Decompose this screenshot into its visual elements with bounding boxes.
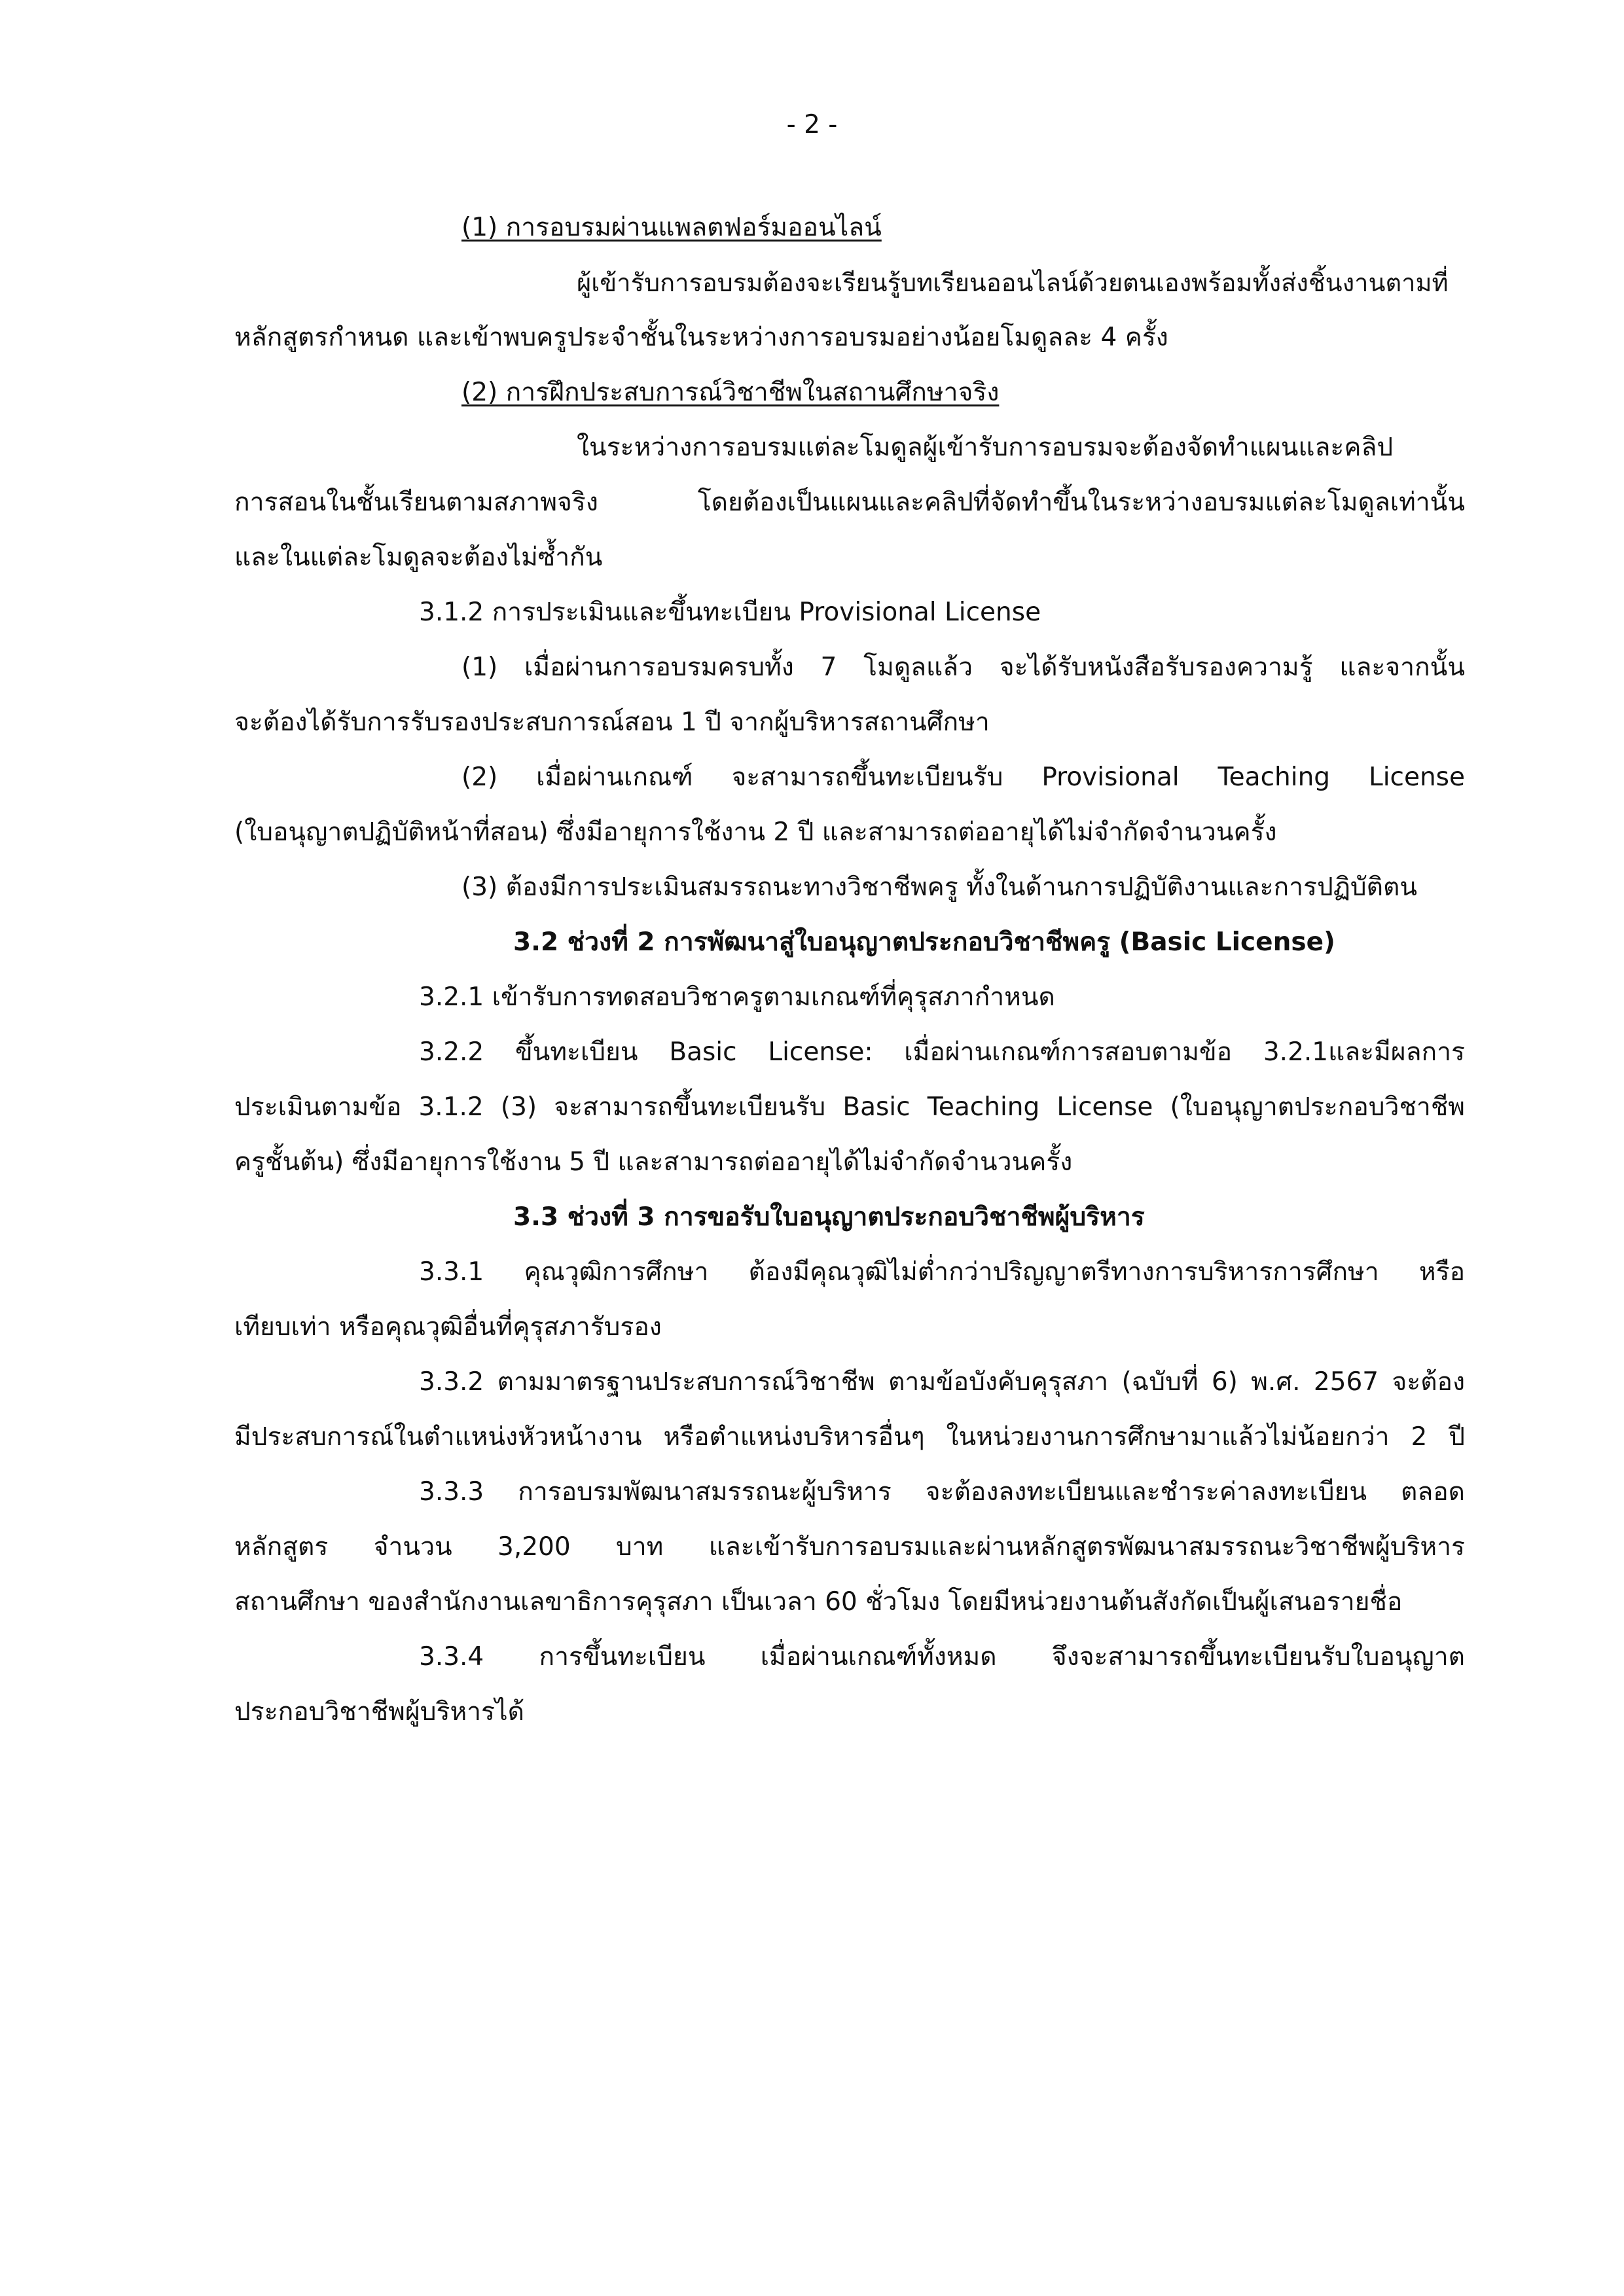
paragraph-line: หลักสูตร จำนวน 3,200 บาท และเข้ารับการอบรมและผ่านหลักสูตรพัฒนาสมรรถนะวิชาชีพผู้บริหาร bbox=[234, 1532, 1465, 1562]
paragraph-line: ในระหว่างการอบรมแต่ละโมดูลผู้เข้ารับการอบรมจะต้องจัดทำแผนและคลิป bbox=[577, 433, 1394, 462]
paragraph-line: ประกอบวิชาชีพผู้บริหารได้ bbox=[234, 1697, 524, 1727]
subsection-3-1-2: 3.1.2 การประเมินและขึ้นทะเบียน Provisional License bbox=[419, 598, 1041, 627]
paragraph-line: (ใบอนุญาตปฏิบัติหน้าที่สอน) ซึ่งมีอายุการใช้งาน 2 ปี และสามารถต่ออายุได้ไม่จำกัดจำนวนครั้ง bbox=[234, 817, 1277, 847]
heading-field-experience: (2) การฝึกประสบการณ์วิชาชีพในสถานศึกษาจริง bbox=[461, 378, 1000, 407]
document-body bbox=[234, 200, 1465, 1740]
page-number: - 2 - bbox=[786, 110, 838, 139]
paragraph-line: (3) ต้องมีการประเมินสมรรถนะทางวิชาชีพครู ทั้งในด้านการปฏิบัติงานและการปฏิบัติตน bbox=[461, 872, 1417, 902]
paragraph-line: หลักสูตรกำหนด และเข้าพบครูประจำชั้นในระหว่างการอบรมอย่างน้อยโมดูลละ 4 ครั้ง bbox=[234, 323, 1168, 352]
paragraph-line: และในแต่ละโมดูลจะต้องไม่ซ้ำกัน bbox=[234, 543, 603, 572]
paragraph-line: ครูชั้นต้น) ซึ่งมีอายุการใช้งาน 5 ปี และสามารถต่ออายุได้ไม่จำกัดจำนวนครั้ง bbox=[234, 1147, 1073, 1177]
subsection-3-3-4: 3.3.4 การขึ้นทะเบียน เมื่อผ่านเกณฑ์ทั้งหมด จึงจะสามารถขึ้นทะเบียนรับใบอนุญาต bbox=[419, 1642, 1465, 1672]
subsection-3-3-2: 3.3.2 ตามมาตรฐานประสบการณ์วิชาชีพ ตามข้อบังคับคุรุสภา (ฉบับที่ 6) พ.ศ. 2567 จะต้อง bbox=[419, 1367, 1465, 1397]
section-heading-3-2: 3.2 ช่วงที่ 2 การพัฒนาสู่ใบอนุญาตประกอบวิชาชีพครู (Basic License) bbox=[513, 927, 1335, 957]
paragraph-line: ผู้เข้ารับการอบรมต้องจะเรียนรู้บทเรียนออนไลน์ด้วยตนเองพร้อมทั้งส่งชิ้นงานตามที่ bbox=[577, 268, 1449, 297]
paragraph-line: ประเมินตามข้อ 3.1.2 (3) จะสามารถขึ้นทะเบียนรับ Basic Teaching License (ใบอนุญาตประกอบวิชาชีพ bbox=[234, 1092, 1465, 1122]
paragraph-line: มีประสบการณ์ในตำแหน่งหัวหน้างาน หรือตำแหน่งบริหารอื่นๆ ในหน่วยงานการศึกษามาแล้วไม่น้อยกว่า 2 ปี bbox=[234, 1422, 1465, 1452]
subsection-3-2-2: 3.2.2 ขึ้นทะเบียน Basic License: เมื่อผ่านเกณฑ์การสอบตามข้อ 3.2.1และมีผลการ bbox=[419, 1037, 1465, 1067]
subsection-3-3-3: 3.3.3 การอบรมพัฒนาสมรรถนะผู้บริหาร จะต้องลงทะเบียนและชำระค่าลงทะเบียน ตลอด bbox=[419, 1477, 1465, 1507]
paragraph-line: สถานศึกษา ของสำนักงานเลขาธิการคุรุสภา เป็นเวลา 60 ชั่วโมง โดยมีหน่วยงานต้นสังกัดเป็นผู้เสนอรายชื่อ bbox=[234, 1587, 1403, 1617]
paragraph-line: จะต้องได้รับการรับรองประสบการณ์สอน 1 ปี จากผู้บริหารสถานศึกษา bbox=[234, 708, 990, 737]
section-heading-3-3: 3.3 ช่วงที่ 3 การขอรับใบอนุญาตประกอบวิชาชีพผู้บริหาร bbox=[513, 1202, 1145, 1232]
paragraph-line: (1) เมื่อผ่านการอบรมครบทั้ง 7 โมดูลแล้ว จะได้รับหนังสือรับรองความรู้ และจากนั้น bbox=[461, 653, 1465, 682]
heading-online-training: (1) การอบรมผ่านแพลตฟอร์มออนไลน์ bbox=[461, 213, 882, 242]
paragraph-line: (2) เมื่อผ่านเกณฑ์ จะสามารถขึ้นทะเบียนรับ Provisional Teaching License bbox=[461, 762, 1465, 792]
paragraph-line: เทียบเท่า หรือคุณวุฒิอื่นที่คุรุสภารับรอง bbox=[234, 1312, 662, 1342]
subsection-3-2-1: 3.2.1 เข้ารับการทดสอบวิชาครูตามเกณฑ์ที่คุรุสภากำหนด bbox=[419, 982, 1055, 1012]
subsection-3-3-1: 3.3.1 คุณวุฒิการศึกษา ต้องมีคุณวุฒิไม่ต่ำกว่าปริญญาตรีทางการบริหารการศึกษา หรือ bbox=[419, 1257, 1465, 1287]
paragraph-line: การสอนในชั้นเรียนตามสภาพจริง โดยต้องเป็นแผนและคลิปที่จัดทำขึ้นในระหว่างอบรมแต่ละโมดูลเท่านั้น bbox=[234, 488, 1465, 517]
